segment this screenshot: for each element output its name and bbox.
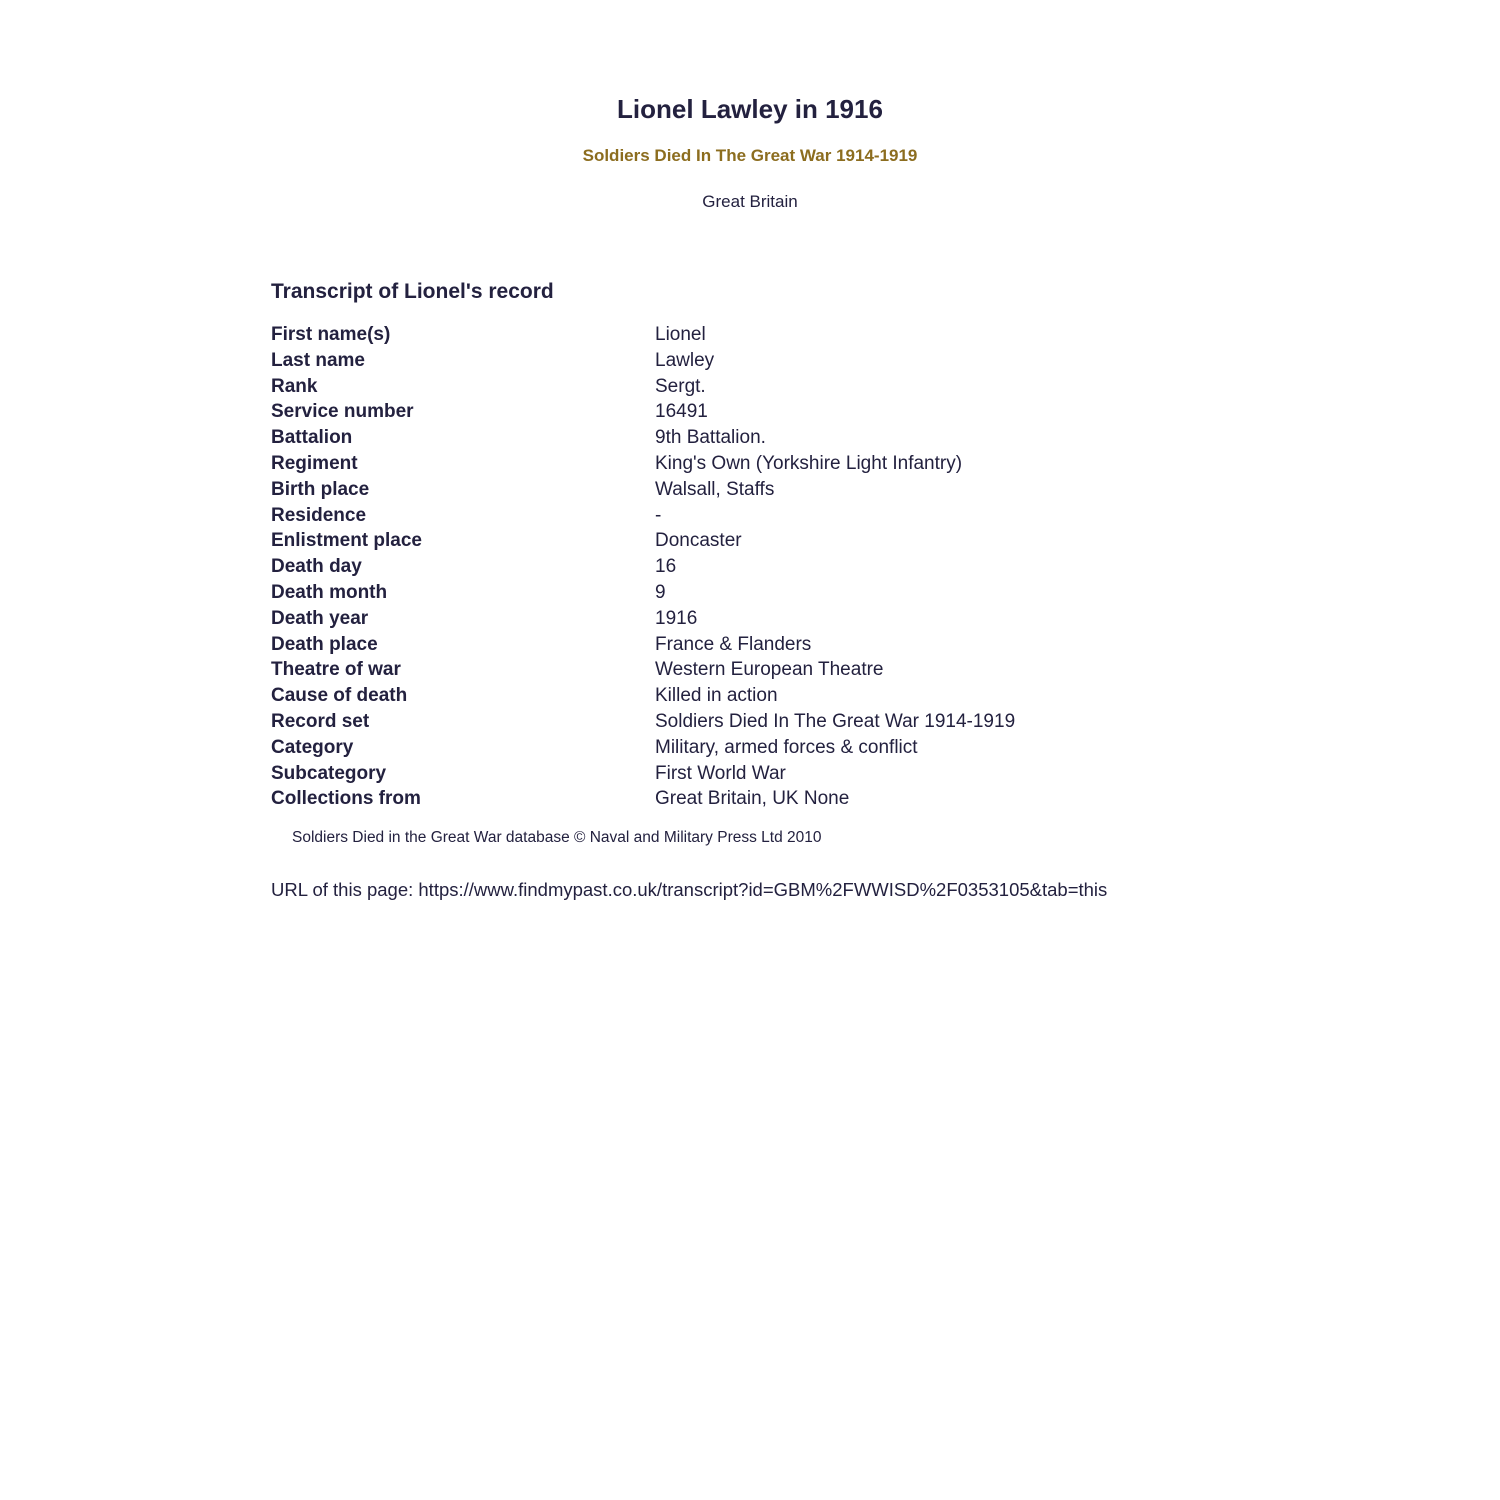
table-row	[271, 477, 1015, 503]
field-value: Military, armed forces & conflict	[655, 736, 918, 758]
field-label: Subcategory	[271, 762, 387, 784]
field-label: Last name	[271, 349, 365, 371]
field-value: 9	[655, 581, 666, 603]
field-label: Theatre of war	[271, 659, 401, 681]
field-label: Death place	[271, 633, 378, 655]
table-row	[271, 580, 1015, 606]
field-label: Regiment	[271, 452, 358, 474]
field-value: Western European Theatre	[655, 659, 884, 681]
record-set-subtitle: Soldiers Died In The Great War 1914-1919	[582, 146, 918, 165]
field-label: Enlistment place	[271, 530, 422, 552]
table-row	[271, 761, 1015, 787]
field-label: Service number	[271, 401, 414, 423]
table-row	[271, 657, 1015, 683]
page-title: Lionel Lawley in 1916	[617, 94, 883, 124]
country-label: Great Britain	[702, 192, 798, 211]
table-row	[271, 425, 1015, 451]
field-label: Record set	[271, 710, 370, 732]
field-label: First name(s)	[271, 324, 391, 345]
field-value: 16	[655, 556, 677, 578]
field-value: 1916	[655, 607, 698, 629]
table-row	[271, 399, 1015, 425]
table-row	[271, 606, 1015, 632]
field-value: Great Britain, UK None	[655, 788, 850, 810]
table-row	[271, 554, 1015, 580]
field-value: King's Own (Yorkshire Light Infantry)	[655, 452, 963, 474]
field-label: Collections from	[271, 788, 421, 810]
field-value: Soldiers Died In The Great War 1914-1919	[655, 710, 1016, 732]
table-row	[271, 632, 1015, 658]
field-value: Sergt.	[655, 375, 706, 397]
field-value: First World War	[655, 762, 786, 784]
table-row	[271, 374, 1015, 400]
table-row	[271, 451, 1015, 477]
field-value: Walsall, Staffs	[655, 478, 775, 500]
field-label: Residence	[271, 504, 367, 526]
field-label: Battalion	[271, 427, 353, 449]
table-row	[271, 709, 1015, 735]
field-value: Killed in action	[655, 685, 778, 707]
field-label: Category	[271, 736, 354, 758]
table-row	[271, 786, 1015, 812]
transcript-table-body	[271, 322, 1015, 812]
field-label: Death month	[271, 581, 388, 603]
field-value: Lionel	[655, 324, 706, 345]
field-label: Birth place	[271, 478, 370, 500]
field-value: Lawley	[655, 349, 715, 371]
transcript-heading: Transcript of Lionel's record	[271, 280, 554, 303]
field-value: 16491	[655, 401, 708, 423]
field-label: Death year	[271, 607, 369, 629]
table-row	[271, 528, 1015, 554]
field-value: France & Flanders	[655, 633, 812, 655]
page-url: URL of this page: https://www.findmypast.co.uk/transcript?id=GBM%2FWWISD%2F0353105&tab=this	[271, 879, 1108, 900]
table-row	[271, 348, 1015, 374]
field-value: 9th Battalion.	[655, 427, 766, 449]
copyright-notice: Soldiers Died in the Great War database © Naval and Military Press Ltd 2010	[292, 829, 822, 846]
field-value: -	[655, 504, 662, 526]
field-value: Doncaster	[655, 530, 742, 552]
transcript-table	[271, 322, 1015, 812]
field-label: Cause of death	[271, 685, 408, 707]
table-row	[271, 683, 1015, 709]
field-label: Rank	[271, 375, 318, 397]
table-row	[271, 735, 1015, 761]
table-row	[271, 503, 1015, 529]
table-row	[271, 322, 1015, 348]
field-label: Death day	[271, 556, 362, 578]
